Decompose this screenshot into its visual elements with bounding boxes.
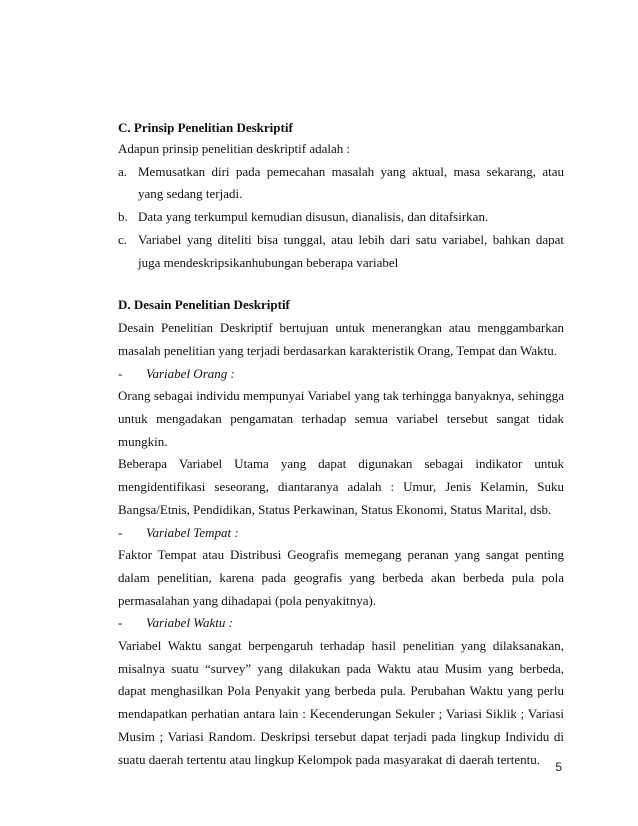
- variabel-tempat-paragraph: Faktor Tempat atau Distribusi Geografis memegang peranan yang sangat penting dalam penelitian, karena pada geografis yang berbeda akan berbeda pula pola permasalahan yang dihadapai (pola penyakitnya).: [118, 547, 564, 608]
- section-c-heading: C. Prinsip Penelitian Deskriptif: [118, 120, 293, 135]
- variabel-orang-heading: [118, 363, 564, 386]
- sub-heading-title: Variabel Waktu :: [146, 615, 233, 631]
- section-c-intro: Adapun prinsip penelitian deskriptif adalah :: [118, 141, 351, 156]
- list-item-text: Memusatkan diri pada pemecahan masalah yang aktual, masa sekarang, atau yang sedang terjadi.: [138, 163, 564, 202]
- page-number: 5: [555, 760, 562, 774]
- bullet-dash: -: [118, 524, 123, 540]
- list-marker: b.: [118, 209, 128, 225]
- page-content: [118, 118, 564, 771]
- sub-heading-title: Variabel Tempat :: [146, 524, 239, 540]
- list-item-text: Data yang terkumpul kemudian disusun, dianalisis, dan ditafsirkan.: [138, 209, 489, 225]
- section-d: [118, 295, 564, 771]
- bullet-dash: -: [118, 365, 123, 381]
- section-d-intro: Desain Penelitian Deskriptif bertujuan untuk menerangkan atau menggambarkan masalah penelitian yang terjadi berdasarkan karakteristik Orang, Tempat dan Waktu.: [118, 320, 564, 358]
- variabel-tempat-heading: [118, 522, 564, 545]
- list-item: [118, 206, 564, 229]
- sub-heading-title: Variabel Orang :: [146, 365, 235, 381]
- section-spacer: [118, 274, 564, 295]
- section-d-heading: D. Desain Penelitian Deskriptif: [118, 297, 290, 313]
- list-item: [118, 229, 564, 274]
- list-item-text: Variabel yang diteliti bisa tunggal, atau lebih dari satu variabel, bahkan dapat juga mendeskripsikanhubungan beberapa variabel: [138, 231, 564, 270]
- variabel-orang-paragraph-1: Orang sebagai individu mempunyai Variabel yang tak terhingga banyaknya, sehingga untuk mengadakan pengamatan terhadap semua variabel tersebut sangat tidak mungkin.: [118, 388, 564, 449]
- section-c: [118, 118, 564, 274]
- variabel-waktu-heading: [118, 612, 564, 635]
- list-marker: a.: [118, 163, 128, 179]
- section-c-list: [118, 161, 564, 275]
- list-item: [118, 161, 564, 206]
- bullet-dash: -: [118, 615, 123, 631]
- list-marker: c.: [118, 231, 128, 247]
- variabel-orang-paragraph-2: Beberapa Variabel Utama yang dapat digunakan sebagai indikator untuk mengidentifikasi seseorang, diantaranya adalah : Umur, Jenis Kelamin, Suku Bangsa/Etnis, Pendidikan, Status Perkawinan, Status Ekonomi, Status Marital, dsb.: [118, 456, 564, 517]
- variabel-waktu-paragraph: Variabel Waktu sangat berpengaruh terhadap hasil penelitian yang dilaksanakan, misalnya suatu “survey” yang dilakukan pada Waktu atau Musim yang berbeda, dapat menghasilkan Pola Penyakit yang berbeda pula. Perubahan Waktu yang perlu mendapatkan perhatian antara lain : Kecenderungan Sekuler ; Variasi Siklik ; Variasi Musim ; Variasi Random. Deskripsi tersebut dapat terjadi pada lingkup Individu di suatu daerah tertentu atau lingkup Kelompok pada masyarakat di daerah tertentu.: [118, 638, 564, 767]
